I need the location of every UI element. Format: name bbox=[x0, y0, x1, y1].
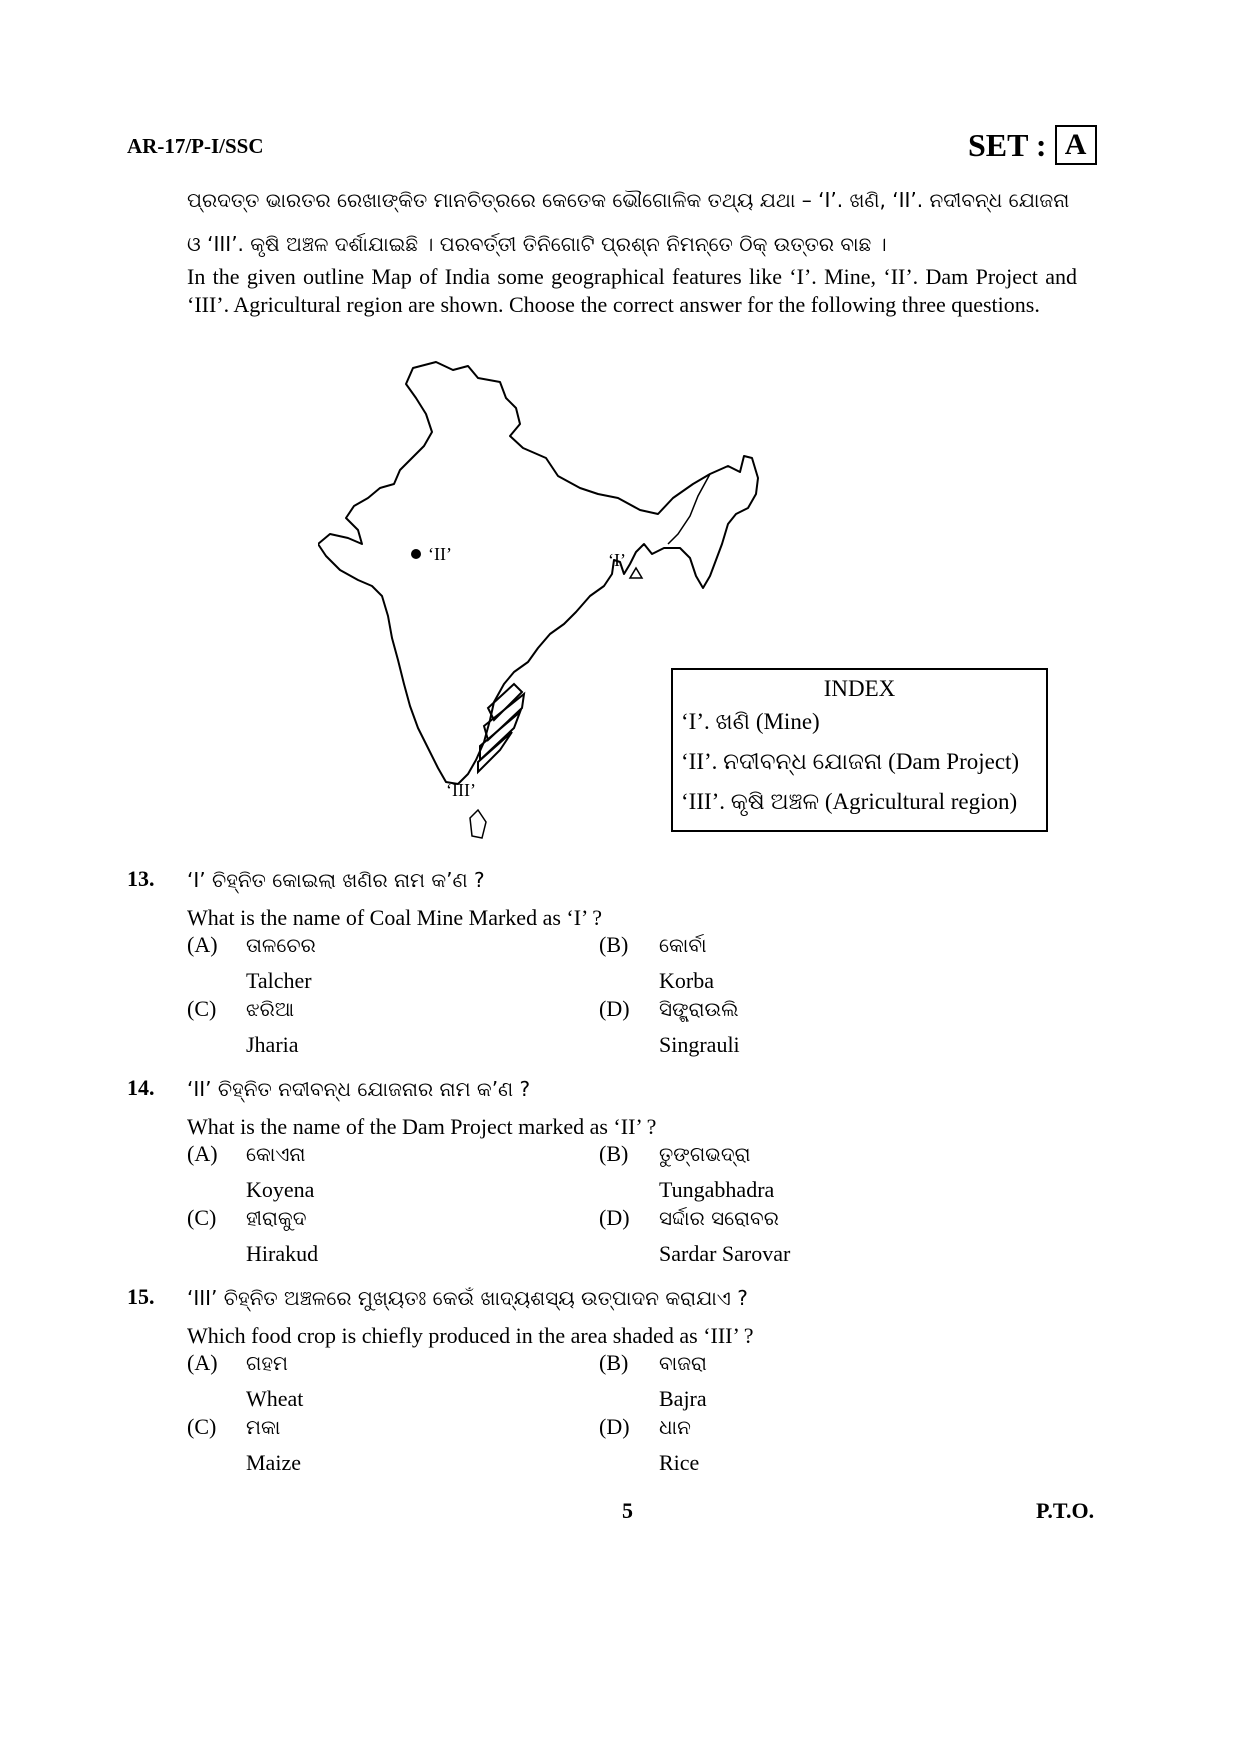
q14-option-b-letter: (B) bbox=[599, 1141, 629, 1166]
q15-option-c-english: Maize bbox=[246, 1450, 301, 1475]
q14-option-c-odia: ହୀରାକୁଦ bbox=[246, 1206, 307, 1230]
question-14-english: What is the name of the Dam Project marked as ‘II’ ? bbox=[187, 1114, 657, 1139]
question-15-odia: ‘III’ ଚିହ୍ନିତ ଅଞ୍ଚଳରେ ମୁଖ୍ୟତଃ କେଉଁ ଖାଦ୍ୟଶସ୍ୟ ଉତ୍ପାଦନ କରାଯାଏ ? bbox=[187, 1286, 748, 1310]
set-indicator bbox=[968, 125, 1097, 165]
q13-option-a-english: Talcher bbox=[246, 968, 312, 993]
question-15-english: Which food crop is chiefly produced in the area shaded as ‘III’ ? bbox=[187, 1323, 754, 1348]
index-title: INDEX bbox=[823, 676, 896, 701]
q14-option-a-odia: କୋଏନା bbox=[246, 1142, 306, 1166]
pto-label: P.T.O. bbox=[1036, 1498, 1095, 1523]
q13-option-c-english: Jharia bbox=[246, 1032, 299, 1057]
set-value-box: A bbox=[1055, 125, 1097, 165]
sri-lanka-outline bbox=[470, 810, 486, 838]
q14-option-b-odia: ତୁଙ୍ଗଭଦ୍ରା bbox=[659, 1142, 751, 1166]
label-I: ‘I’ bbox=[608, 550, 626, 570]
q15-option-d-letter: (D) bbox=[599, 1414, 630, 1439]
q13-option-c-letter: (C) bbox=[187, 996, 217, 1021]
ne-region-outline bbox=[668, 474, 710, 544]
q15-option-c-letter: (C) bbox=[187, 1414, 217, 1439]
label-III: ‘III’ bbox=[446, 780, 476, 800]
question-13-odia: ‘I’ ଚିହ୍ନିତ କୋଇଲା ଖଣିର ନାମ କ’ଣ ? bbox=[187, 868, 485, 892]
q14-option-d-odia: ସର୍ଦ୍ଦାର ସରୋବର bbox=[659, 1206, 779, 1230]
q14-option-a-letter: (A) bbox=[187, 1141, 218, 1166]
question-13-english: What is the name of Coal Mine Marked as ‘I’ ? bbox=[187, 905, 603, 930]
q15-option-b-english: Bajra bbox=[659, 1386, 707, 1411]
region-III-hatching bbox=[478, 684, 524, 772]
marker-II-dot bbox=[411, 549, 421, 559]
q14-option-d-english: Sardar Sarovar bbox=[659, 1241, 791, 1266]
index-item-agri: ‘III’. କୃଷି ଅଞ୍ଚଳ (Agricultural region) bbox=[681, 789, 1018, 814]
q15-option-d-english: Rice bbox=[659, 1450, 700, 1475]
q15-option-a-english: Wheat bbox=[246, 1386, 304, 1411]
intro-english: In the given outline Map of India some geographical features like ‘I’. Mine, ‘II’. Dam Project and ‘III’. Agricultural region are shown. Choose the correct answer for the following three questions. bbox=[187, 264, 1077, 317]
q15-option-c-odia: ମକା bbox=[246, 1415, 281, 1439]
q15-option-d-odia: ଧାନ bbox=[659, 1415, 691, 1439]
q14-option-c-english: Hirakud bbox=[246, 1241, 319, 1266]
map-index bbox=[671, 668, 1048, 832]
set-label: SET : bbox=[968, 126, 1047, 163]
index-item-mine: ‘I’. ଖଣି (Mine) bbox=[681, 709, 820, 734]
q13-option-a-odia: ତାଳଚେର bbox=[246, 933, 316, 957]
q13-option-a-letter: (A) bbox=[187, 932, 218, 957]
question-13-number: 13. bbox=[127, 866, 155, 891]
question-14-odia: ‘II’ ଚିହ୍ନିତ ନଦୀବନ୍ଧ ଯୋଜନାର ନାମ କ’ଣ ? bbox=[187, 1077, 531, 1101]
question-14-number: 14. bbox=[127, 1075, 155, 1100]
q13-option-c-odia: ଝରିଆ bbox=[246, 997, 295, 1021]
marker-I-triangle bbox=[630, 568, 642, 578]
q15-option-b-letter: (B) bbox=[599, 1350, 629, 1375]
label-II: ‘II’ bbox=[428, 544, 452, 564]
q14-option-a-english: Koyena bbox=[246, 1177, 315, 1202]
q15-option-a-letter: (A) bbox=[187, 1350, 218, 1375]
q13-option-b-odia: କୋର୍ବା bbox=[659, 933, 707, 957]
q13-option-b-english: Korba bbox=[659, 968, 714, 993]
intro-odia: ପ୍ରଦତ୍ତ ଭାରତର ରେଖାଙ୍କିତ ମାନଚିତ୍ରରେ କେତେକ ଭୌଗୋଳିକ ତଥ୍ୟ ଯଥା – ‘I’. ଖଣି, ‘II’. ନଦୀବନ୍ଧ ଯୋଜନା ଓ ‘III’. କୃଷି ଅଞ୍ଚଳ ଦର୍ଶାଯାଇଛି । ପରବର୍ତ୍ତୀ ତିନିଗୋଟି ପ୍ରଶ୍ନ ନିମନ୍ତେ ଠିକ୍ ଉତ୍ତର ବାଛ । bbox=[187, 188, 1070, 256]
q13-option-b-letter: (B) bbox=[599, 932, 629, 957]
q14-option-c-letter: (C) bbox=[187, 1205, 217, 1230]
paper-code: AR-17/P-I/SSC bbox=[127, 134, 264, 158]
q14-option-d-letter: (D) bbox=[599, 1205, 630, 1230]
index-item-dam: ‘II’. ନଦୀବନ୍ଧ ଯୋଜନା (Dam Project) bbox=[681, 749, 1020, 774]
page-number: 5 bbox=[622, 1498, 633, 1523]
question-15-number: 15. bbox=[127, 1284, 155, 1309]
q15-option-a-odia: ଗହମ bbox=[246, 1351, 288, 1375]
q13-option-d-odia: ସିଙ୍ଗ୍ରାଉଲି bbox=[659, 997, 739, 1021]
q13-option-d-letter: (D) bbox=[599, 996, 630, 1021]
q14-option-b-english: Tungabhadra bbox=[659, 1177, 775, 1202]
q15-option-b-odia: ବାଜରା bbox=[659, 1351, 707, 1375]
q13-option-d-english: Singrauli bbox=[659, 1032, 740, 1057]
